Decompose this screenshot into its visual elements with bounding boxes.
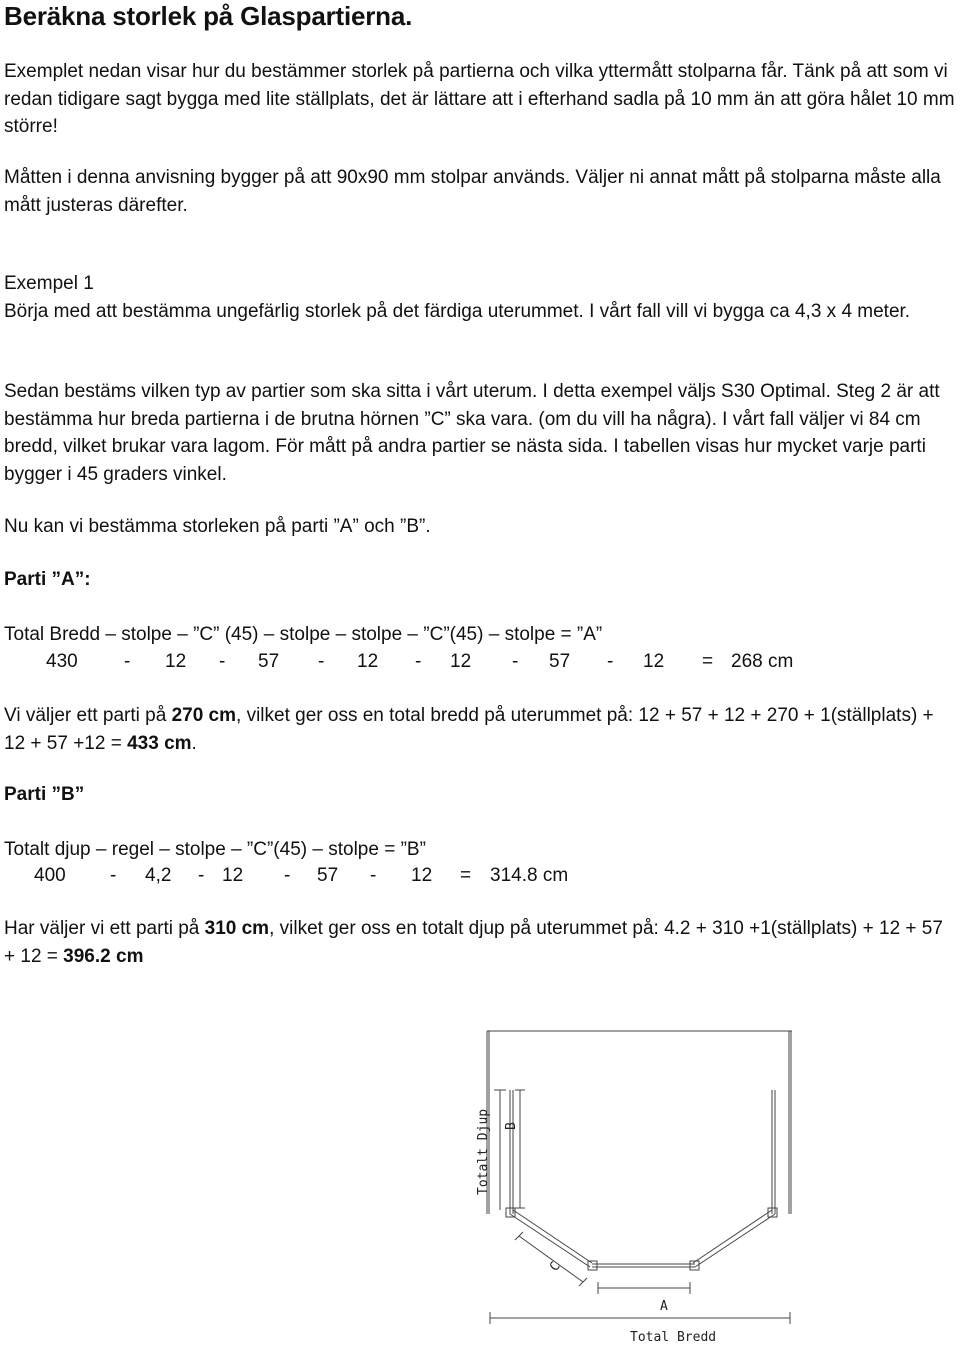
calc-operator: - — [198, 865, 205, 886]
calc-value: 12 — [165, 651, 187, 672]
part-b-result-paragraph — [4, 915, 959, 970]
calc-value: 12 — [450, 651, 472, 672]
page-title: Beräkna storlek på Glaspartierna. — [4, 1, 413, 31]
calc-operator: - — [124, 651, 131, 672]
intro-paragraph: Exemplet nedan visar hur du bestämmer storlek på partierna och vilka yttermått stolparna får. Tänk på att som vi redan tidigare sagt bygga med lite ställplats, det är lättare att i efterhand sadla på 10 mm än att göra hålet 10 mm större! — [4, 61, 955, 137]
calc-result: 314.8 cm — [490, 865, 569, 886]
part-a-chosen-width: 270 cm — [171, 705, 237, 726]
example-steps-paragraph: Sedan bestäms vilken typ av partier som ska sitta i vårt uterum. I detta exempel väljs S30 Optimal. Steg 2 är att bestämma hur breda partierna i de brutna hörnen ”C” ska vara. (om du vill ha några). I vårt fall väljer vi 84 cm bredd, vilket brukar vara lagom. För mått på andra partier se nästa sida. I tabellen visas hur mycket varje parti bygger i 45 graders vinkel. — [4, 381, 940, 485]
dimension-a — [598, 1282, 690, 1294]
dimension-b — [515, 1090, 525, 1208]
label-c: C — [546, 1259, 564, 1275]
partition-front-a — [592, 1264, 695, 1267]
calc-operator: = — [460, 865, 472, 886]
part-a-result-mid: , vilket ger oss en total bredd på uterummet på: 12 + 57 + 12 + 270 + 1(ställplats) + 12 + 57 +12 = — [4, 705, 934, 754]
dimension-total-djup — [494, 1090, 506, 1210]
dimension-total-bredd — [490, 1312, 790, 1324]
calc-value: 430 — [46, 651, 78, 672]
partition-left-b — [510, 1090, 513, 1214]
part-b-heading: Parti ”B” — [4, 784, 85, 805]
post-marker — [768, 1208, 777, 1217]
calc-value: 57 — [549, 651, 571, 672]
wall-left-line — [487, 1031, 489, 1214]
calc-operator: - — [512, 651, 519, 672]
calc-operator: - — [284, 865, 291, 886]
calc-operator: - — [318, 651, 325, 672]
part-a-heading: Parti ”A”: — [4, 569, 91, 590]
calc-operator: - — [110, 865, 117, 886]
calc-value: 12 — [357, 651, 379, 672]
dimensions-note-paragraph: Måtten i denna anvisning bygger på att 90x90 mm stolpar används. Väljer ni annat mått på stolparna måste alla mått justeras därefter. — [4, 167, 941, 216]
wall-right-line — [789, 1031, 791, 1214]
part-a-result-pre: Vi väljer ett parti på — [4, 705, 172, 726]
calc-value: 4,2 — [145, 865, 172, 886]
part-a-calculation — [0, 648, 960, 676]
calc-operator: = — [702, 651, 714, 672]
calc-operator: - — [415, 651, 422, 672]
calc-operator: - — [607, 651, 614, 672]
example-heading: Exempel 1 — [4, 273, 94, 294]
partition-left-c — [510, 1210, 592, 1267]
partition-right-c — [693, 1210, 775, 1267]
calc-value: 12 — [643, 651, 665, 672]
post-marker — [690, 1261, 699, 1270]
calc-value: 12 — [222, 865, 244, 886]
label-a: A — [660, 1299, 668, 1314]
part-a-result-end: . — [191, 732, 197, 754]
partition-right-b — [772, 1090, 775, 1214]
part-a-result-paragraph — [4, 702, 959, 757]
part-b-calculation — [0, 862, 960, 890]
calc-operator: - — [370, 865, 377, 886]
part-a-formula: Total Bredd – stolpe – ”C” (45) – stolpe – stolpe – ”C”(45) – stolpe = ”A” — [4, 624, 603, 645]
label-b: B — [504, 1122, 519, 1130]
label-total-djup: Totalt Djup — [476, 1108, 491, 1195]
part-b-chosen-depth: 310 cm — [204, 918, 270, 939]
post-marker — [588, 1261, 597, 1270]
part-b-result-mid: , vilket ger oss en totalt djup på uterummet på: 4.2 + 310 +1(ställplats) + 12 + 57 + 12 = — [4, 918, 943, 967]
calc-operator: - — [219, 651, 226, 672]
label-total-bredd: Total Bredd — [630, 1330, 717, 1345]
part-b-formula: Totalt djup – regel – stolpe – ”C”(45) – stolpe = ”B” — [4, 839, 426, 860]
part-a-total-width: 433 cm — [127, 732, 192, 754]
part-b-result-pre: Har väljer vi ett parti på — [4, 918, 205, 939]
calc-result: 268 cm — [731, 651, 794, 672]
post-marker — [506, 1208, 515, 1217]
calc-value: 57 — [258, 651, 280, 672]
calc-value: 400 — [34, 865, 66, 886]
dimension-c — [515, 1232, 587, 1286]
example-intro-paragraph: Börja med att bestämma ungefärlig storlek på det färdiga uterummet. I vårt fall vill vi bygga ca 4,3 x 4 meter. — [4, 301, 911, 322]
calc-value: 12 — [411, 865, 433, 886]
part-b-total-depth: 396.2 cm — [63, 945, 144, 967]
calc-value: 57 — [317, 865, 339, 886]
example-next-paragraph: Nu kan vi bestämma storleken på parti ”A” och ”B”. — [4, 516, 431, 537]
